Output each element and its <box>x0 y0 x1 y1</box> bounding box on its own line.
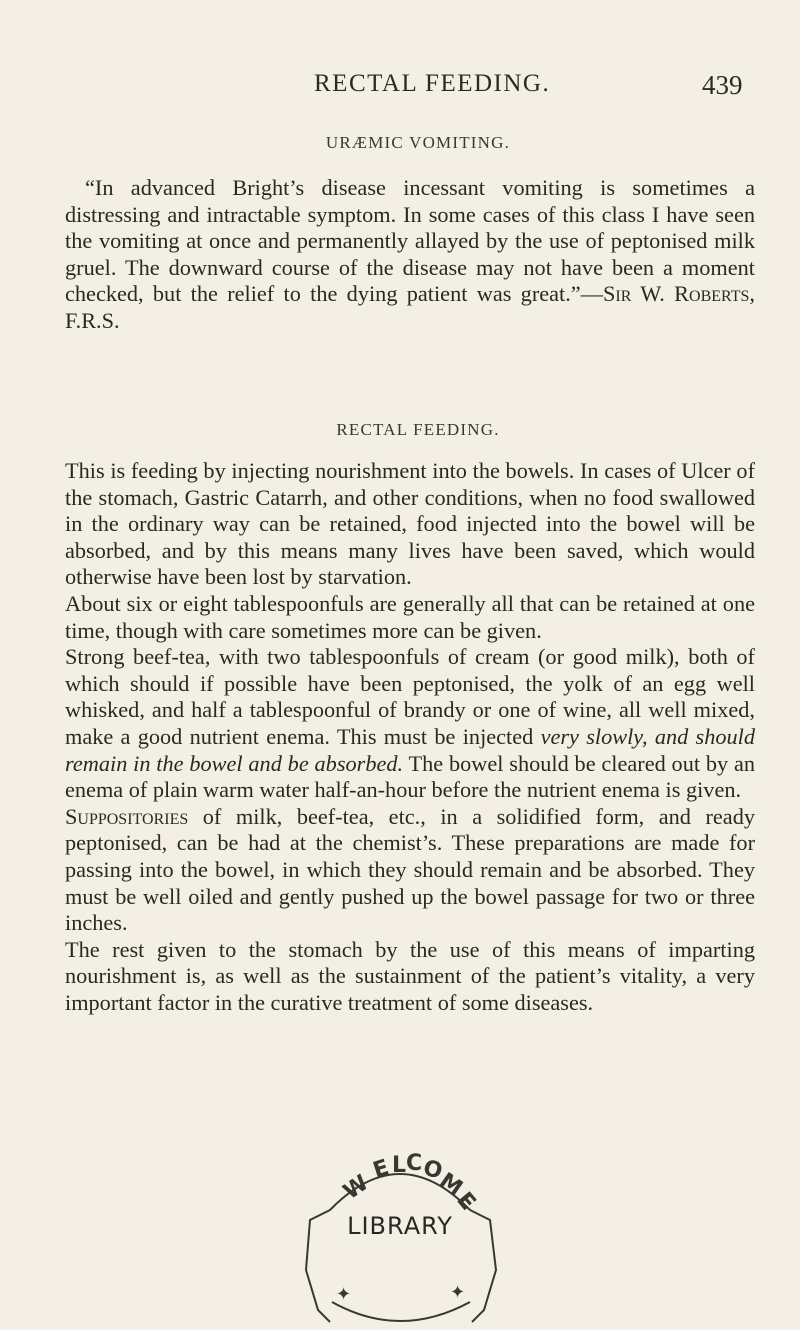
smallcaps-term: Suppositories <box>65 803 189 829</box>
svg-text:W: W <box>339 1170 374 1205</box>
rectal-feeding-block <box>65 458 755 1016</box>
svg-text:E: E <box>451 1187 481 1216</box>
paragraph: About six or eight tablespoonfuls are generally all that can be retained at one time, though with care sometimes more can be given. <box>65 590 755 643</box>
library-stamp <box>300 1130 522 1330</box>
text-run: Strong beef-tea, with two tablespoonfuls of cream (or good milk), both of which should if possible have been peptonised, the yolk of an egg well whisked, and half a tablespoonful of brandy or one of wine, all well mixed, make a good nutrient enema. This must be injected <box>65 644 755 749</box>
paragraph <box>65 804 755 937</box>
stamp-label: LIBRARY <box>347 1212 453 1240</box>
quote-author: Sir W. Roberts, F.R.S. <box>65 281 755 333</box>
running-title: RECTAL FEEDING. <box>314 70 551 97</box>
quote-text: “In advanced Bright’s disease incessant vomiting is sometimes a distressing and intractable symptom. In some cases of this class I have seen the vomiting at once and permanently allayed by the use of peptonised milk gruel. The downward course of the disease may not have been a moment checked, but the relief to the dying patient was great.”— <box>65 175 755 307</box>
emphasis-text: very slowly, and should remain in the bowel and be absorbed. <box>65 723 756 776</box>
paragraph: This is feeding by injecting nourishment into the bowels. In cases of Ulcer of the stomach, Gastric Catarrh, and other conditions, when no food swallowed in the ordinary way can be retained, food injected into the bowel will be absorbed, and by this means many lives have been saved, which would otherwise have been lost by starvation. <box>65 458 755 590</box>
svg-text:O: O <box>420 1155 445 1185</box>
text-run: of milk, beef-tea, etc., in a solidified form, and ready peptonised, can be had at the chemist’s. These preparations are made for passing into the bowel, in which they should remain and be absorbed. They must be well oiled and gently pushed up the bowel passage for two or three inches. <box>65 803 755 936</box>
section-heading-uraemic: URÆMIC VOMITING. <box>325 133 511 152</box>
section-heading-rectal: RECTAL FEEDING. <box>336 420 500 439</box>
paragraph <box>65 644 755 804</box>
svg-text:✦: ✦ <box>450 1282 466 1302</box>
uraemic-quote <box>65 175 755 335</box>
text-run: The bowel should be cleared out by an enema of plain warm water half-an-hour before the nutrient enema is given. <box>65 750 756 803</box>
svg-text:✦: ✦ <box>336 1284 352 1304</box>
paragraph: The rest given to the stomach by the use of this means of imparting nourishment is, as well as the sustainment of the patient’s vitality, a very important factor in the curative treatment of some diseases. <box>65 936 755 1015</box>
uraemic-quote-block <box>65 175 755 335</box>
svg-text:M: M <box>434 1168 467 1202</box>
svg-text:L: L <box>392 1153 407 1178</box>
page-number: 439 <box>702 70 743 100</box>
svg-text:E: E <box>370 1155 393 1184</box>
svg-text:C: C <box>406 1151 423 1176</box>
